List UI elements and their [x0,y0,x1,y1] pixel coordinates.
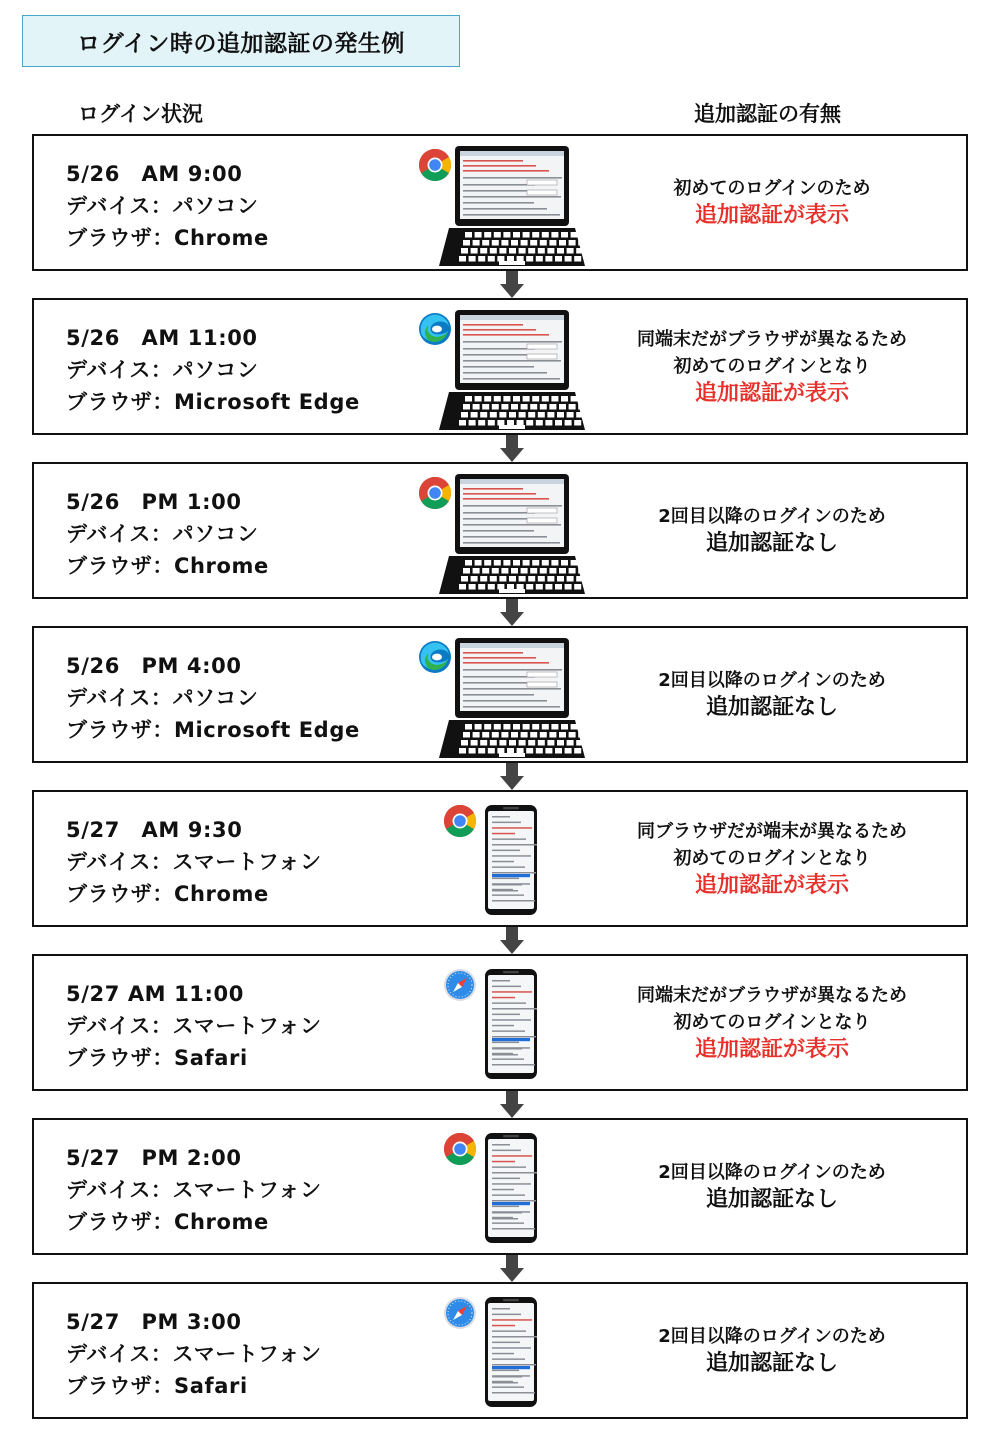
device-label: デバイス：スマートフォン [66,1014,322,1038]
login-example-row [32,462,968,599]
edge-icon [418,640,452,674]
auth-reason: 2回目以降のログインのため [658,670,886,691]
login-info [66,322,360,418]
auth-shown-label: 追加認証が表示 [694,203,849,228]
auth-reason: 2回目以降のログインのため [658,1326,886,1347]
auth-result [602,818,942,900]
login-example-row [32,134,968,271]
login-datetime: 5/27 AM 11:00 [66,982,244,1006]
safari-icon [443,968,477,1002]
auth-none-label: 追加認証なし [705,695,838,720]
auth-shown-label: 追加認証が表示 [694,1037,849,1062]
auth-shown-label: 追加認証が表示 [694,873,849,898]
auth-shown-label: 追加認証が表示 [694,381,849,406]
safari-icon [443,1296,477,1330]
chrome-icon [443,804,477,838]
login-info [66,814,322,910]
login-info [66,486,269,582]
login-datetime: 5/27 AM 9:30 [66,818,243,842]
login-info [66,158,269,254]
chrome-icon [443,1132,477,1166]
login-info [66,978,322,1074]
login-datetime: 5/26 PM 4:00 [66,654,242,678]
smartphone-icon [483,968,539,1084]
page-title: ログイン時の追加認証の発生例 [22,15,460,67]
auth-result-header: 追加認証の有無 [694,102,841,126]
laptop-icon [437,636,587,765]
login-example-row [32,298,968,435]
browser-label: ブラウザ：Chrome [66,554,269,578]
login-info [66,1306,322,1402]
auth-reason: 同端末だがブラウザが異なるため [637,985,907,1006]
login-datetime: 5/27 PM 2:00 [66,1146,242,1170]
down-arrow-icon [498,763,526,791]
login-datetime: 5/26 AM 11:00 [66,326,258,350]
device-label: デバイス：スマートフォン [66,1342,322,1366]
down-arrow-icon [498,271,526,299]
login-example-row [32,626,968,763]
auth-result [602,503,942,558]
auth-none-label: 追加認証なし [705,1187,838,1212]
auth-reason: 2回目以降のログインのため [658,1162,886,1183]
auth-reason: 同端末だがブラウザが異なるため [637,329,907,350]
laptop-icon [437,308,587,437]
login-datetime: 5/27 PM 3:00 [66,1310,242,1334]
login-example-row [32,1118,968,1255]
login-info [66,650,360,746]
chrome-icon [418,148,452,182]
device-label: デバイス：パソコン [66,686,259,710]
auth-reason: 初めてのログインのため [673,178,871,199]
auth-reason: 初めてのログインとなり [673,848,871,869]
down-arrow-icon [498,599,526,627]
auth-result [602,175,942,230]
login-datetime: 5/26 PM 1:00 [66,490,242,514]
auth-none-label: 追加認証なし [705,531,838,556]
login-info [66,1142,322,1238]
device-label: デバイス：パソコン [66,194,259,218]
browser-label: ブラウザ：Chrome [66,226,269,250]
browser-label: ブラウザ：Chrome [66,1210,269,1234]
auth-none-label: 追加認証なし [705,1351,838,1376]
laptop-icon [437,472,587,601]
browser-label: ブラウザ：Safari [66,1046,248,1070]
auth-result [602,1159,942,1214]
login-example-row [32,790,968,927]
browser-label: ブラウザ：Chrome [66,882,269,906]
smartphone-icon [483,804,539,920]
device-label: デバイス：スマートフォン [66,850,322,874]
device-label: デバイス：パソコン [66,358,259,382]
smartphone-icon [483,1132,539,1248]
edge-icon [418,312,452,346]
login-status-header: ログイン状況 [78,102,203,126]
device-label: デバイス：スマートフォン [66,1178,322,1202]
laptop-icon [437,144,587,273]
auth-result [602,982,942,1064]
login-example-row [32,1282,968,1419]
auth-reason: 2回目以降のログインのため [658,506,886,527]
chrome-icon [418,476,452,510]
down-arrow-icon [498,927,526,955]
auth-result [602,326,942,408]
auth-reason: 初めてのログインとなり [673,1012,871,1033]
down-arrow-icon [498,1255,526,1283]
auth-reason: 初めてのログインとなり [673,356,871,377]
browser-label: ブラウザ：Safari [66,1374,248,1398]
auth-reason: 同ブラウザだが端末が異なるため [637,821,907,842]
down-arrow-icon [498,1091,526,1119]
login-example-row [32,954,968,1091]
device-label: デバイス：パソコン [66,522,259,546]
down-arrow-icon [498,435,526,463]
browser-label: ブラウザ：Microsoft Edge [66,718,360,742]
smartphone-icon [483,1296,539,1412]
auth-result [602,1323,942,1378]
auth-result [602,667,942,722]
login-datetime: 5/26 AM 9:00 [66,162,243,186]
browser-label: ブラウザ：Microsoft Edge [66,390,360,414]
